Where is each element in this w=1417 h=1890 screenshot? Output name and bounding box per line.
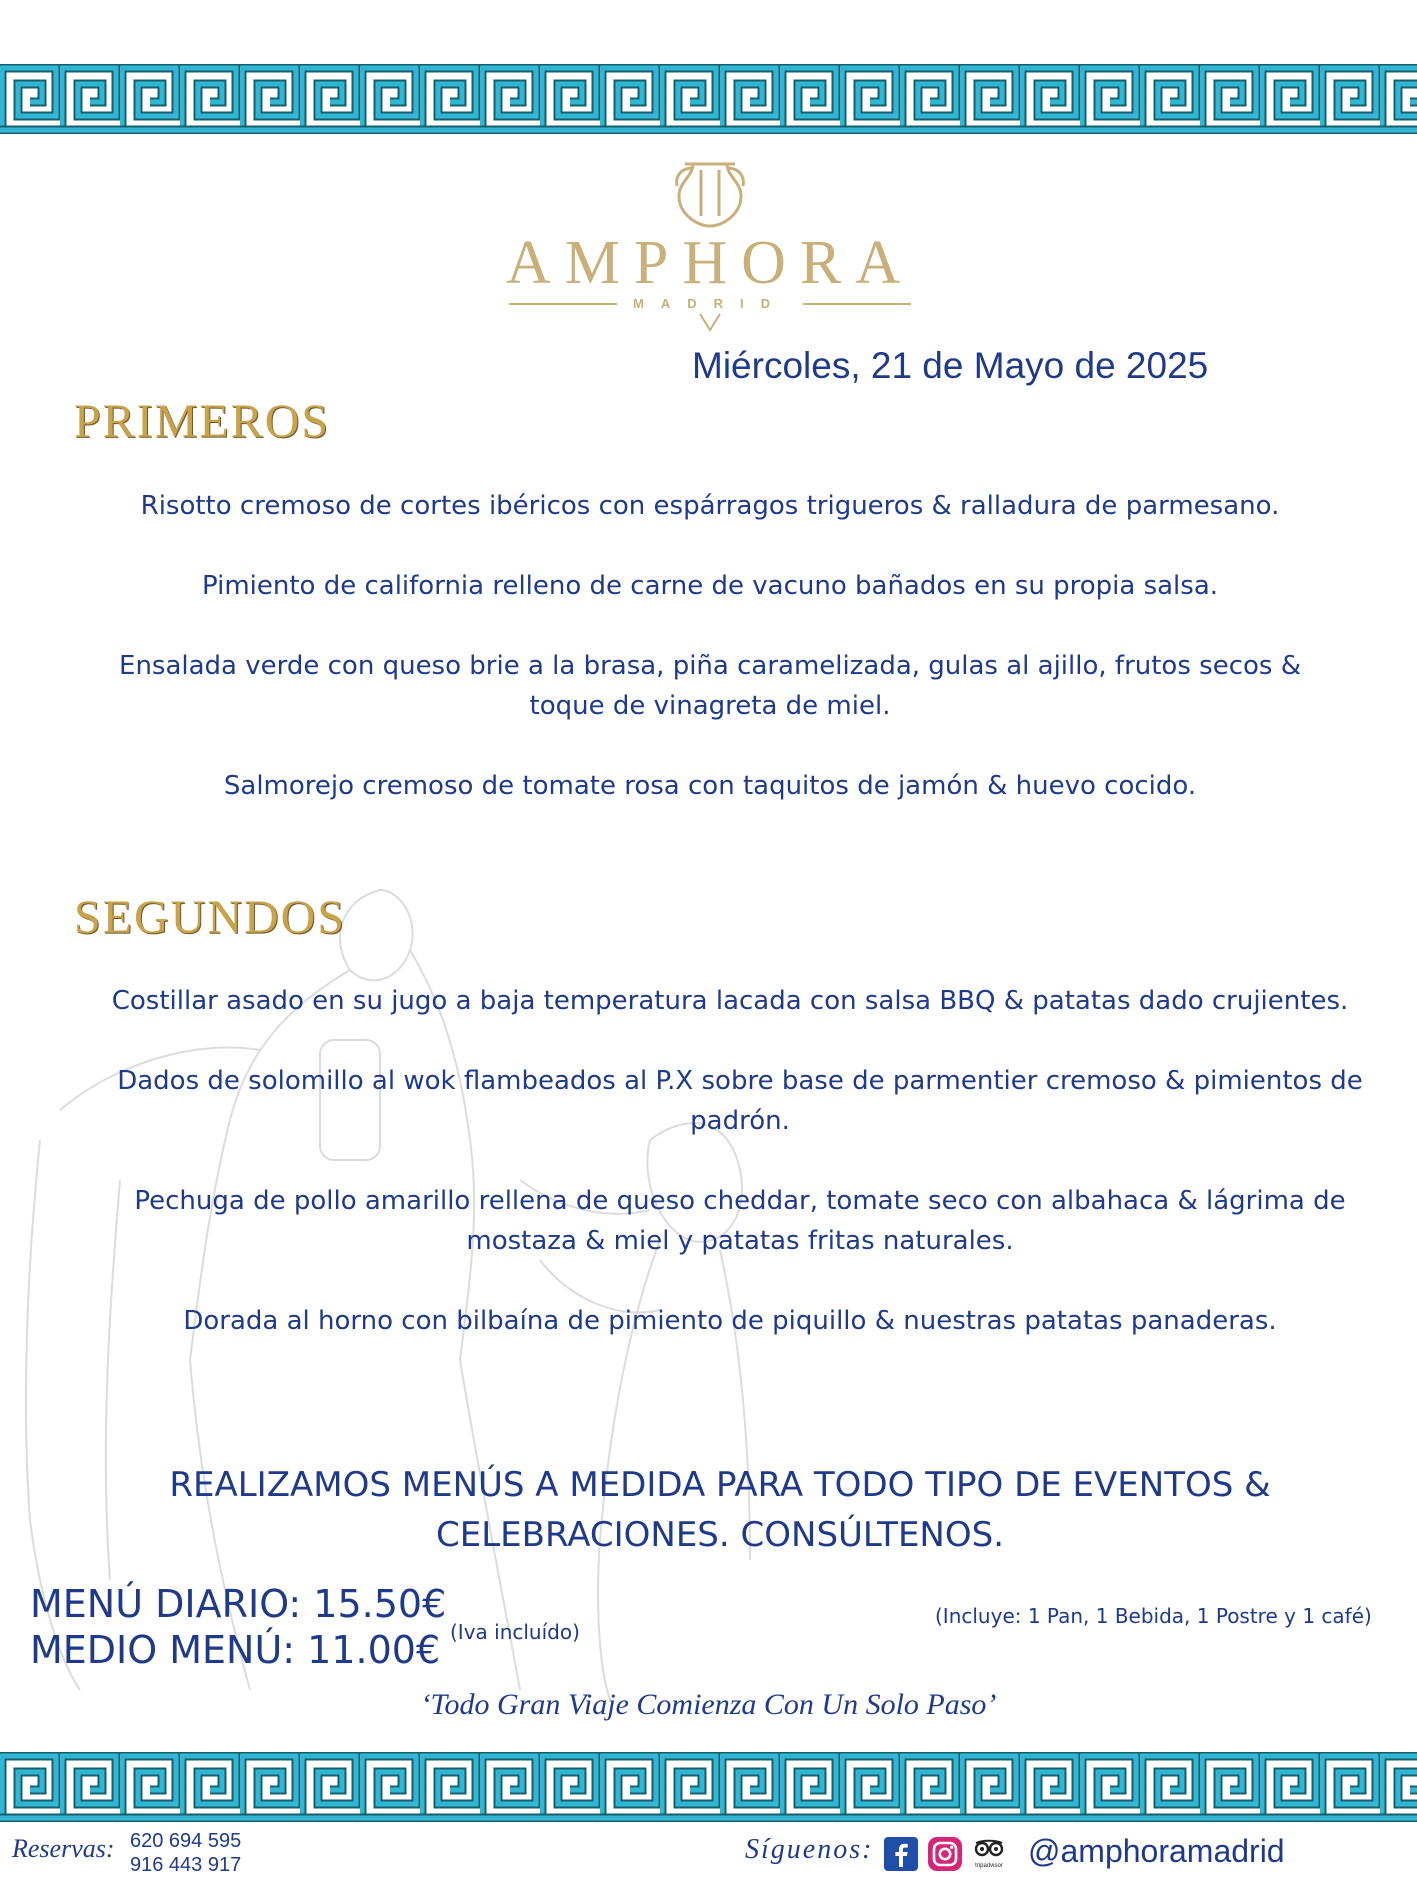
greek-key-border-bottom: [0, 1752, 1417, 1822]
facebook-icon[interactable]: [884, 1837, 918, 1871]
primero-dish: Ensalada verde con queso brie a la brasa, piña caramelizada, gulas al ajillo, frutos secos & toque de vinagreta de miel.: [119, 651, 1301, 721]
menu-date: Miércoles, 21 de Mayo de 2025: [692, 345, 1209, 386]
segundo-dish: Dorada al horno con bilbaína de pimiento de piquillo & nuestras patatas panaderas.: [183, 1306, 1277, 1336]
segundo-dish: Pechuga de pollo amarillo rellena de queso cheddar, tomate seco con albahaca & lágrima de mostaza & miel y patatas fritas naturales.: [134, 1186, 1346, 1256]
reservations-label: Reservas:: [12, 1834, 115, 1863]
primero-dish: Salmorejo cremoso de tomate rosa con taquitos de jamón & huevo cocido.: [223, 771, 1197, 801]
includes-note: (Incluye: 1 Pan, 1 Bebida, 1 Postre y 1 café): [935, 1604, 1372, 1628]
tripadvisor-text: tripadvisor: [975, 1863, 1003, 1869]
greek-key-border-top: [0, 64, 1417, 134]
amphora-vase-icon: [665, 160, 755, 230]
motto-quote: ‘Todo Gran Viaje Comienza Con Un Solo Paso’: [420, 1688, 997, 1721]
custom-menu-promo: REALIZAMOS MENÚS A MEDIDA PARA TODO TIPO DE EVENTOS & CELEBRACIONES. CONSÚLTENOS.: [169, 1465, 1271, 1555]
phone-number[interactable]: 620 694 595: [130, 1830, 242, 1852]
segundo-dish: Dados de solomillo al wok flambeados al P.X sobre base de parmentier cremoso & pimientos de padrón.: [117, 1066, 1363, 1136]
follow-us-label: Síguenos:: [745, 1834, 874, 1865]
logo-city: MADRID: [633, 296, 787, 311]
logo-chevron-icon: [698, 312, 722, 332]
instagram-icon[interactable]: [928, 1837, 962, 1871]
logo-wordmark: AMPHORA: [505, 229, 915, 297]
daily-menu-price: MENÚ DIARIO: 15.50€: [30, 1582, 447, 1626]
vat-note: (Iva incluído): [450, 1620, 580, 1644]
half-menu-price: MEDIO MENÚ: 11.00€: [30, 1628, 441, 1672]
primeros-heading: PRIMEROS: [74, 395, 331, 448]
amphora-logo: [505, 160, 915, 340]
primero-dish: Pimiento de california relleno de carne de vacuno bañados en su propia salsa.: [201, 571, 1219, 601]
phone-number[interactable]: 916 443 917: [130, 1854, 242, 1876]
segundo-dish: Costillar asado en su jugo a baja temperatura lacada con salsa BBQ & patatas dado crujientes.: [111, 986, 1349, 1016]
primero-dish: Risotto cremoso de cortes ibéricos con espárragos trigueros & ralladura de parmesano.: [140, 491, 1280, 521]
social-handle[interactable]: @amphoramadrid: [1028, 1833, 1285, 1869]
segundos-heading: SEGUNDOS: [74, 891, 347, 944]
tripadvisor-icon[interactable]: [972, 1837, 1006, 1871]
